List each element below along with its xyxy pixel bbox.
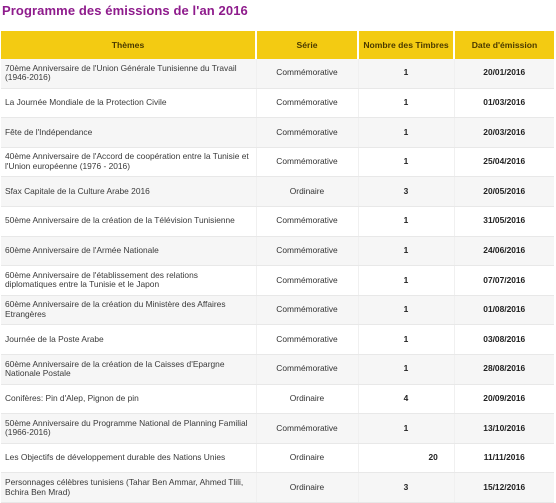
cell-serie: Commémorative	[256, 88, 358, 118]
cell-date: 28/08/2016	[454, 354, 554, 384]
cell-serie: Commémorative	[256, 354, 358, 384]
cell-nombre: 1	[358, 147, 454, 177]
table-row	[1, 295, 554, 325]
cell-date: 20/01/2016	[454, 59, 554, 88]
cell-theme: Personnages célèbres tunisiens (Tahar Ben Ammar, Ahmed Tlili, Bchira Ben Mrad)	[1, 473, 256, 503]
cell-theme: 50ème Anniversaire de la création de la Télévision Tunisienne	[1, 206, 256, 236]
cell-serie: Commémorative	[256, 118, 358, 148]
table-row	[1, 236, 554, 266]
cell-nombre: 3	[358, 177, 454, 207]
table-row	[1, 118, 554, 148]
cell-serie: Commémorative	[256, 236, 358, 266]
emissions-table	[1, 31, 554, 503]
column-header-themes: Thèmes	[1, 31, 256, 59]
cell-nombre: 1	[358, 118, 454, 148]
cell-serie: Ordinaire	[256, 177, 358, 207]
table-row	[1, 354, 554, 384]
cell-date: 20/05/2016	[454, 177, 554, 207]
cell-nombre: 1	[358, 88, 454, 118]
cell-date: 15/12/2016	[454, 473, 554, 503]
cell-theme: Fête de l'Indépendance	[1, 118, 256, 148]
table-row	[1, 443, 554, 473]
cell-theme: Les Objectifs de développement durable des Nations Unies	[1, 443, 256, 473]
cell-date: 07/07/2016	[454, 266, 554, 296]
cell-theme: 40ème Anniversaire de l'Accord de coopération entre la Tunisie et l'Union européenne (1976 - 2016)	[1, 147, 256, 177]
cell-date: 31/05/2016	[454, 206, 554, 236]
cell-date: 01/08/2016	[454, 295, 554, 325]
column-header-nombre: Nombre des Timbres	[358, 31, 454, 59]
table-row	[1, 88, 554, 118]
cell-serie: Ordinaire	[256, 384, 358, 414]
cell-theme: Conifères: Pin d'Alep, Pignon de pin	[1, 384, 256, 414]
cell-date: 11/11/2016	[454, 443, 554, 473]
cell-serie: Commémorative	[256, 325, 358, 355]
table-row	[1, 206, 554, 236]
cell-nombre: 1	[358, 354, 454, 384]
cell-date: 13/10/2016	[454, 414, 554, 444]
table-row	[1, 414, 554, 444]
cell-theme: 60ème Anniversaire de la création de la Caisses d'Epargne Nationale Postale	[1, 354, 256, 384]
column-header-serie: Série	[256, 31, 358, 59]
cell-nombre: 1	[358, 59, 454, 88]
cell-theme: 60ème Anniversaire de la création du Ministère des Affaires Etrangères	[1, 295, 256, 325]
cell-serie: Commémorative	[256, 147, 358, 177]
cell-nombre: 20	[358, 443, 454, 473]
cell-theme: 60ème Anniversaire de l'établissement des relations diplomatiques entre la Tunisie et le Japon	[1, 266, 256, 296]
cell-nombre: 1	[358, 266, 454, 296]
cell-date: 20/03/2016	[454, 118, 554, 148]
cell-date: 24/06/2016	[454, 236, 554, 266]
column-header-date: Date d'émission	[454, 31, 554, 59]
cell-theme: Journée de la Poste Arabe	[1, 325, 256, 355]
cell-date: 03/08/2016	[454, 325, 554, 355]
cell-theme: La Journée Mondiale de la Protection Civile	[1, 88, 256, 118]
cell-nombre: 1	[358, 414, 454, 444]
cell-serie: Commémorative	[256, 206, 358, 236]
cell-serie: Commémorative	[256, 59, 358, 88]
page-title: Programme des émissions de l'an 2016	[2, 3, 248, 18]
cell-nombre: 1	[358, 325, 454, 355]
table-row	[1, 266, 554, 296]
cell-nombre: 1	[358, 295, 454, 325]
table-row	[1, 59, 554, 88]
cell-theme: Sfax Capitale de la Culture Arabe 2016	[1, 177, 256, 207]
cell-nombre: 4	[358, 384, 454, 414]
table-row	[1, 473, 554, 503]
table-row	[1, 325, 554, 355]
table-row	[1, 384, 554, 414]
cell-theme: 60ème Anniversaire de l'Armée Nationale	[1, 236, 256, 266]
cell-nombre: 3	[358, 473, 454, 503]
cell-serie: Commémorative	[256, 414, 358, 444]
cell-nombre: 1	[358, 236, 454, 266]
table-header-row	[1, 31, 554, 59]
cell-serie: Ordinaire	[256, 473, 358, 503]
cell-serie: Commémorative	[256, 266, 358, 296]
cell-serie: Ordinaire	[256, 443, 358, 473]
table-row	[1, 177, 554, 207]
cell-theme: 70ème Anniversaire de l'Union Générale Tunisienne du Travail (1946-2016)	[1, 59, 256, 88]
cell-date: 01/03/2016	[454, 88, 554, 118]
cell-date: 25/04/2016	[454, 147, 554, 177]
cell-nombre: 1	[358, 206, 454, 236]
cell-theme: 50ème Anniversaire du Programme National de Planning Familial (1966-2016)	[1, 414, 256, 444]
cell-serie: Commémorative	[256, 295, 358, 325]
cell-date: 20/09/2016	[454, 384, 554, 414]
table-row	[1, 147, 554, 177]
